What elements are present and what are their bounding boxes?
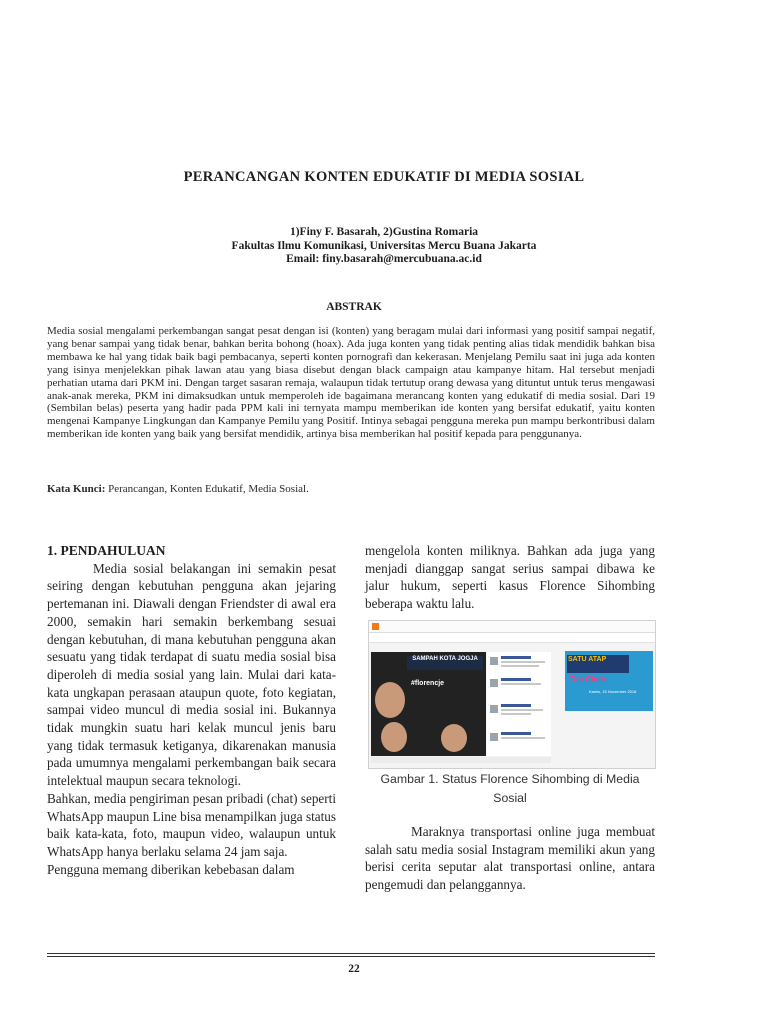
keywords xyxy=(47,483,655,495)
figure-left-hashtag: #florencje xyxy=(411,680,445,687)
avatar xyxy=(490,657,498,665)
face-icon xyxy=(441,724,467,752)
figure-caption: Gambar 1. Status Florence Sihombing di Media Sosial xyxy=(380,772,640,805)
comment-line xyxy=(501,665,539,667)
figure-screenshot xyxy=(368,620,656,769)
figure-left-banner: SAMPAH KOTA JOGJA xyxy=(407,656,483,670)
author-names: 1)Finy F. Basarah, 2)Gustina Romaria xyxy=(289,226,479,238)
site-logo-icon xyxy=(372,623,379,630)
right-column-top xyxy=(365,542,655,613)
comment-line xyxy=(501,683,541,685)
paragraph: Bahkan, media pengiriman pesan pribadi (chat) seperti WhatsApp maupun Line bisa menampilkan juga status baik kata-kata, foto, maupun video, walaupun untuk WhatsApp hanya berlaku selama 24 jam saja. xyxy=(47,790,336,859)
comment-line xyxy=(501,713,531,715)
avatar xyxy=(490,705,498,713)
paragraph: Pengguna memang diberikan kebebasan dalam xyxy=(47,861,295,877)
paper-title: PERANCANGAN KONTEN EDUKATIF DI MEDIA SOSIAL xyxy=(183,169,585,185)
figure-topbar xyxy=(369,621,655,633)
right-column-bottom xyxy=(365,823,655,894)
author-block xyxy=(0,226,768,267)
abstract-text: Media sosial mengalami perkembangan sangat pesat dengan isi (konten) yang beragam mulai dari informasi yang positif sampai negatif, yang benar sampai yang tidak benar, bahkan berita bohong (hoax). Ada juga konten yang tidak penting alias tidak mendidik bahkan bisa membawa ke hal yang tidak baik bagi pembacanya, seperti konten pornografi dan kekerasan. Menjelang Pemilu saat ini juga ada konten yang isinya menjelekkan pihak lawan atau yang biasa disebut dengan black campaign atau kampanye hitam. Hal tersebut menjadi perhatian utama dari PKM ini. Dengan target sasaran remaja, walaupun tidak tertutup orang dewasa yang dituntut untuk terus mengawasi anak-anak mereka, PKM ini dimaksudkan untuk memperoleh ide bagaimana merancang konten yang edukatif di media sosial. Dari 19 (Sembilan belas) peserta yang hadir pada PPM kali ini ternyata mampu memberikan ide konten yang bersifat edukatif, yaitu konten mengenai Kampanye Lingkungan dan Kampanye Pemilu yang Positif. Intinya sebagai pengguna mereka pun mampu berkontribusi dalam memberikan ide konten yang baik yang bersifat mendidik, artinya bisa memberikan hal positif kepada para penggunanya. xyxy=(47,325,655,441)
comment-item xyxy=(490,678,548,694)
comment-item xyxy=(490,656,548,672)
comment-name xyxy=(501,732,531,735)
keywords-label: Kata Kunci: xyxy=(47,483,106,495)
avatar xyxy=(490,679,498,687)
paragraph: Maraknya transportasi online juga membuat salah satu media sosial Instagram memiliki akun yang berisi cerita seputar alat transportasi online, antara pengemudi dan pelanggannya. xyxy=(365,824,655,893)
figure-footer-bar xyxy=(371,757,551,763)
comment-line xyxy=(501,661,545,663)
paragraph: mengelola konten miliknya. Bahkan ada juga yang menjadi dianggap sangat serius sampai dibawa ke jalur hukum, seperti kasus Florence Sihombing beberapa waktu lalu. xyxy=(365,543,655,612)
left-column xyxy=(47,542,336,878)
section-heading: 1. PENDAHULUAN xyxy=(47,543,166,558)
footer-rule xyxy=(47,953,655,954)
comment-name xyxy=(501,678,531,681)
author-affiliation: Fakultas Ilmu Komunikasi, Universitas Mercu Buana Jakarta xyxy=(231,239,537,252)
author-email: Email: finy.basarah@mercubuana.ac.id xyxy=(286,253,482,265)
keywords-value: Perancangan, Konten Edukatif, Media Sosial. xyxy=(105,483,309,495)
face-icon xyxy=(381,722,407,752)
figure-photo-left xyxy=(371,652,486,756)
comment-item xyxy=(490,704,548,720)
comment-item xyxy=(490,732,548,748)
avatar xyxy=(490,733,498,741)
abstract-heading: ABSTRAK xyxy=(326,301,382,313)
comment-name xyxy=(501,656,531,659)
comment-line xyxy=(501,709,543,711)
paragraph: Media sosial belakangan ini semakin pesat seiring dengan kebutuhan pengguna akan jejaring pertemanan ini. Diawali dengan Friendster di awal era 2000, semakin hari semakin berkembang sesuai dengan kebutuhan, di mana kebutuhan pengguna akan sesuatu yang tidak terdapat di suatu media sosial bisa diperoleh di media sosial yang lain. Mulai dari kata-kata ungkapan perasaan ataupun quote, foto kegiatan, sampai video muncul di media sosial ini. Bukannya tidak mungkin suatu hari kelak muncul jenis baru yang tidak termasuk ketiganya, dikarenakan manusia pada umumnya mengalami perkembangan baik secara intelektual maupun secara teknologi. xyxy=(47,560,336,789)
footer-rule xyxy=(47,956,655,957)
comment-line xyxy=(501,737,545,739)
figure-comments xyxy=(487,652,551,756)
face-icon xyxy=(375,682,405,718)
figure-nav xyxy=(369,633,655,643)
figure-right-banner: SATU ATAP xyxy=(567,655,629,673)
figure-right-date: Kamis, 15 November 2018 xyxy=(589,689,637,694)
comment-name xyxy=(501,704,531,707)
figure-right-text: Tita Cinta xyxy=(569,675,606,684)
figure-photo-right xyxy=(565,651,653,711)
page-number: 22 xyxy=(348,963,360,975)
